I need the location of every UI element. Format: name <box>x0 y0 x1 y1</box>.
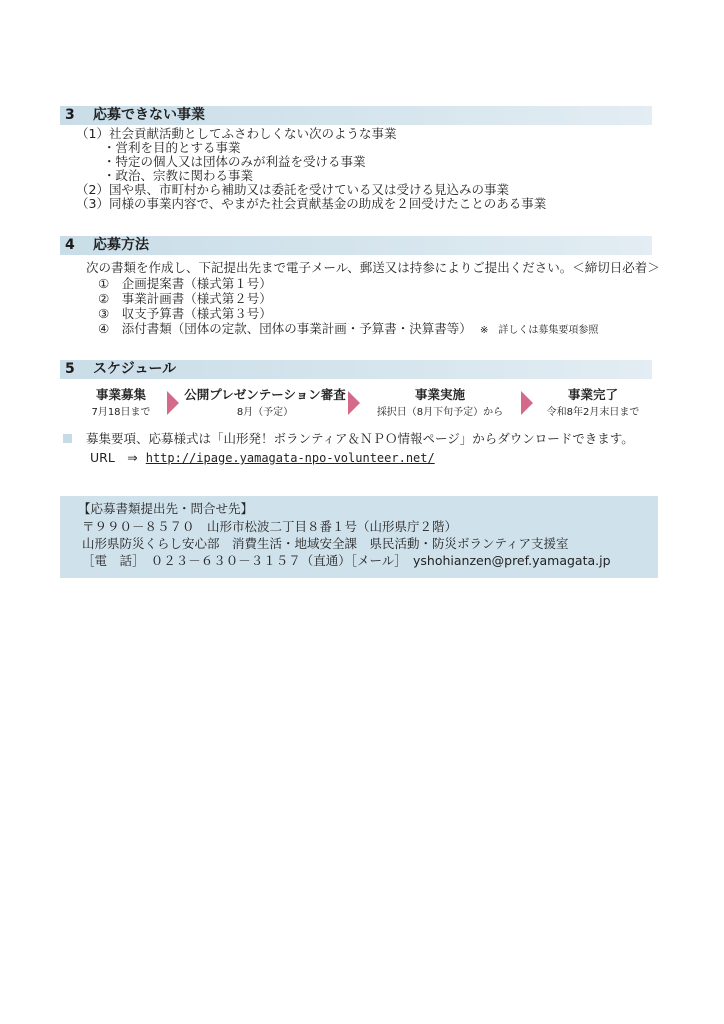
schedule-step-1-label: 事業募集 <box>95 387 146 402</box>
section-3-item: （2）国や県、市町村から補助又は委託を受けている又は受ける見込みの事業 <box>76 182 509 197</box>
section-5-number: 5 <box>65 361 75 377</box>
schedule-arrow-icon <box>521 391 533 415</box>
section-3-number: 3 <box>65 107 75 123</box>
section-4-header <box>60 236 652 255</box>
section-5-header <box>60 360 652 379</box>
contact-phone-email: ［電 話］ ０２３－６３０－３１５７（直通）［メール］ yshohianzen@pref.yamagata.jp <box>82 553 611 568</box>
schedule-step-4-date: 令和8年2月末日まで <box>546 407 640 418</box>
contact-department: 山形県防災くらし安心部 消費生活・地域安全課 県民活動・防災ボランティア支援室 <box>82 536 569 551</box>
section-3-title: 応募できない事業 <box>93 107 205 123</box>
section-3-item: （3）同様の事業内容で、やまがた社会貢献基金の助成を２回受けたことのある事業 <box>76 196 547 211</box>
section-4-doc-item: ③ 収支予算書（様式第３号） <box>98 306 272 321</box>
contact-box <box>60 496 658 578</box>
section-4-doc-item: ④ 添付書類（団体の定款、団体の事業計画・予算書・決算書等） <box>98 321 472 336</box>
section-3-header <box>60 106 652 125</box>
download-url-row <box>90 451 435 465</box>
schedule-step-4-label: 事業完了 <box>567 387 618 402</box>
download-url-link[interactable]: http://ipage.yamagata-npo-volunteer.net/ <box>145 451 435 465</box>
schedule-step-3-date: 採択日（8月下旬予定）から <box>376 407 504 418</box>
section-4-number: 4 <box>65 237 75 253</box>
section-4-note: ※ 詳しくは募集要項参照 <box>480 325 599 336</box>
schedule-step-3-label: 事業実施 <box>414 387 465 402</box>
schedule-arrow-icon <box>167 391 179 415</box>
section-4-title: 応募方法 <box>93 237 149 253</box>
download-text: 募集要項、応募様式は「山形発！ボランティア＆ＮＰＯ情報ページ」からダウンロードできます。 <box>86 431 634 446</box>
section-3-item: （1）社会貢献活動としてふさわしくない次のような事業 <box>76 126 397 141</box>
url-label: URL ⇒ <box>90 450 138 465</box>
schedule-step-2-date: 8月（予定） <box>236 407 294 418</box>
section-5-title: スケジュール <box>93 361 177 377</box>
schedule-step-1-date: 7月18日まで <box>91 407 151 418</box>
section-4-doc-item: ① 企画提案書（様式第１号） <box>98 276 272 291</box>
contact-heading: 【応募書類提出先・問合せ先】 <box>78 501 254 516</box>
section-3-subitem: ・特定の個人又は団体のみが利益を受ける事業 <box>103 154 366 169</box>
schedule-step-2-label: 公開プレゼンテーション審査 <box>184 387 346 402</box>
schedule-arrow-icon <box>348 391 360 415</box>
section-4-doc-item: ② 事業計画書（様式第２号） <box>98 291 272 306</box>
section-3-subitem: ・政治、宗教に関わる事業 <box>103 168 254 183</box>
section-3-subitem: ・営利を目的とする事業 <box>103 140 241 155</box>
contact-address: 〒９９０－８５７０ 山形市松波二丁目８番１号（山形県庁２階） <box>82 519 458 534</box>
bullet-square-icon <box>63 434 72 443</box>
section-4-intro: 次の書類を作成し、下記提出先まで電子メール、郵送又は持参によりご提出ください。＜締切日必着＞ <box>86 260 660 275</box>
